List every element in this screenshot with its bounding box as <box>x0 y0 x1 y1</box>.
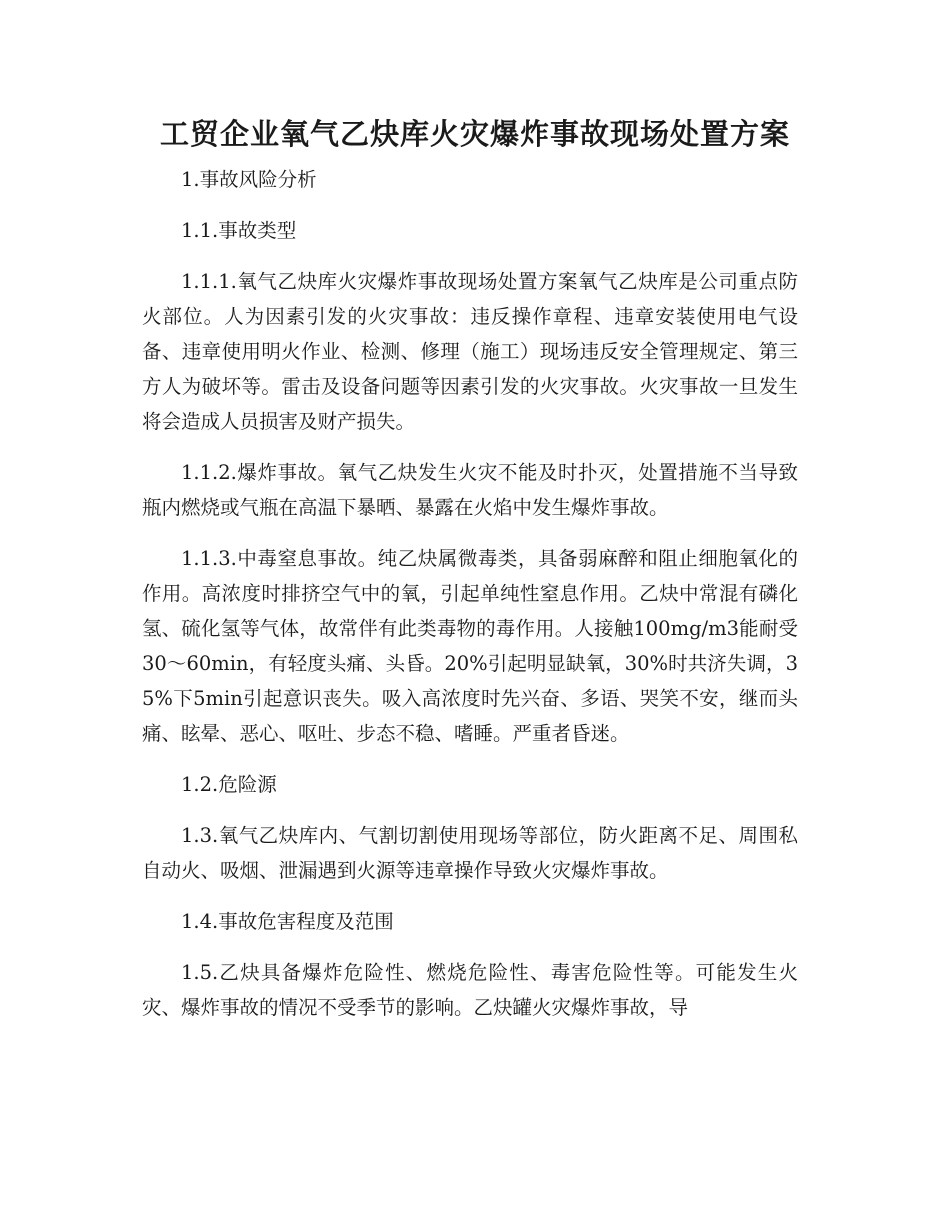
paragraph-1-1-1: 1.1.1.氧气乙炔库火灾爆炸事故现场处置方案氧气乙炔库是公司重点防火部位。人为因素引发的火灾事故：违反操作章程、违章安装使用电气设备、违章使用明火作业、检测、修理（施工）现场违反安全管理规定、第三方人为破坏等。雷击及设备问题等因素引发的火灾事故。火灾事故一旦发生将会造成人员损害及财产损失。 <box>142 270 798 433</box>
paragraph-1-1-3: 1.1.3.中毒窒息事故。纯乙炔属微毒类，具备弱麻醉和阻止细胞氧化的作用。高浓度时排挤空气中的氧，引起单纯性窒息作用。乙炔中常混有磷化氢、硫化氢等气体，故常伴有此类毒物的毒作用。人接触100mg/m3能耐受30～60min，有轻度头痛、头昏。20%引起明显缺氧，30%时共济失调，35%下5min引起意识丧失。吸入高浓度时先兴奋、多语、哭笑不安，继而头痛、眩晕、恶心、呕吐、步态不稳、嗜睡。严重者昏迷。 <box>142 547 798 745</box>
paragraph-1-3: 1.3.氧气乙炔库内、气割切割使用现场等部位，防火距离不足、周围私自动火、吸烟、泄漏遇到火源等违章操作导致火灾爆炸事故。 <box>142 824 798 882</box>
heading-1: 1.事故风险分析 <box>181 168 317 191</box>
document-title: 工贸企业氧气乙炔库火灾爆炸事故现场处置方案 <box>159 117 790 151</box>
heading-1-4: 1.4.事故危害程度及范围 <box>181 910 394 933</box>
heading-1-1: 1.1.事故类型 <box>181 219 297 242</box>
document-body <box>142 162 798 1041</box>
paragraph-1-1-2: 1.1.2.爆炸事故。氧气乙炔发生火灾不能及时扑灭，处置措施不当导致瓶内燃烧或气瓶在高温下暴晒、暴露在火焰中发生爆炸事故。 <box>142 461 798 519</box>
heading-1-2: 1.2.危险源 <box>181 773 277 796</box>
paragraph-1-5: 1.5.乙炔具备爆炸危险性、燃烧危险性、毒害危险性等。可能发生火灾、爆炸事故的情况不受季节的影响。乙炔罐火灾爆炸事故，导 <box>142 961 798 1019</box>
